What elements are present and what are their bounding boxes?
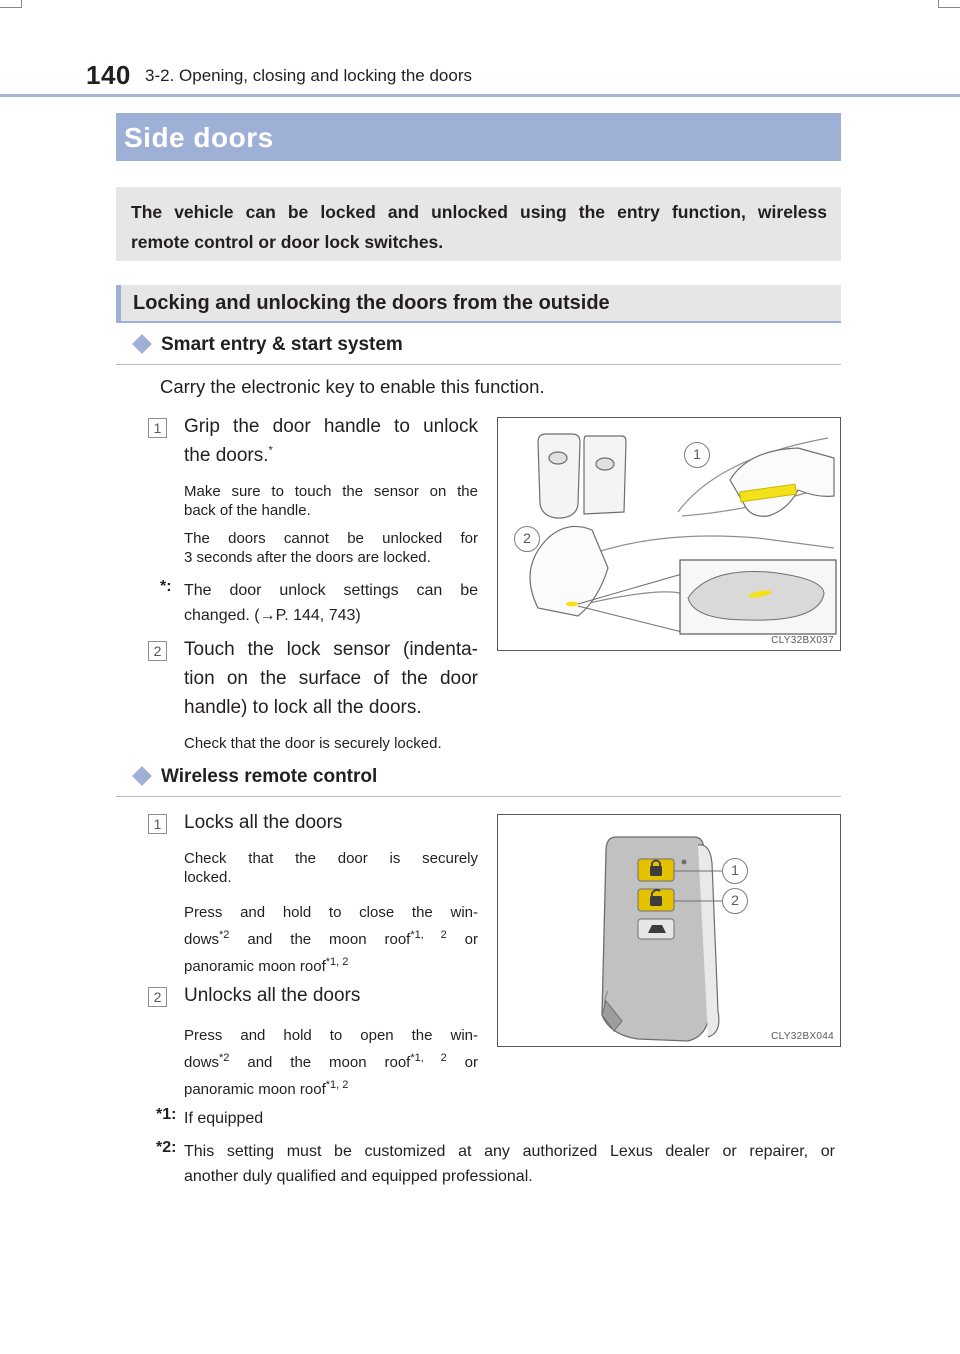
footnote-2-line-1: This setting must be customized at any authorized Lexus dealer or repairer, or xyxy=(184,1143,835,1160)
figure-1-callout-2: 2 xyxy=(514,526,540,552)
key-fob-illustration xyxy=(498,815,841,1047)
step-1-text xyxy=(184,412,478,470)
figure-1-code: CLY32BX037 xyxy=(771,635,834,646)
diamond-bullet-icon xyxy=(132,767,152,787)
footnote-1-colon: : xyxy=(171,1106,177,1123)
key-fobs-icon xyxy=(538,434,626,518)
remote-step-1-dows: dows xyxy=(184,931,220,948)
remote-step-1-note-1-line-1: Check that the door is securely xyxy=(184,850,478,867)
remote-step-2-note-line-2 xyxy=(184,1049,478,1076)
remote-step-1-sup-3: *1, 2 xyxy=(325,956,349,968)
step-1-note-2 xyxy=(184,529,478,567)
footnote-2-text xyxy=(184,1139,835,1189)
step-1-asterisk: * xyxy=(268,444,273,457)
figure-2-callout-2: 2 xyxy=(722,888,748,914)
remote-figure xyxy=(497,814,841,1047)
step-2-number: 2 xyxy=(148,641,167,661)
door-handle-illustration xyxy=(498,418,841,651)
step-1-line-1: Grip the door handle to unlock xyxy=(184,416,478,437)
footnote-1-text: If equipped xyxy=(184,1110,264,1127)
diamond-bullet-icon xyxy=(132,335,152,355)
step-2-line-2: tion on the surface of the door xyxy=(184,668,478,689)
section-title: Side doors xyxy=(124,122,274,153)
step-1-number: 1 xyxy=(148,418,167,438)
remote-step-1-note-1-line-2: locked. xyxy=(184,869,232,886)
remote-step-1-note-2-line-2 xyxy=(184,926,478,953)
remote-step-2-note-line-3 xyxy=(184,1076,478,1103)
step-1-note-1-line-2: back of the handle. xyxy=(184,502,311,519)
figure-2-code: CLY32BX044 xyxy=(771,1031,834,1042)
footnote-1-mark-text: *1 xyxy=(156,1106,172,1123)
smart-entry-heading-text: Smart entry & start system xyxy=(161,334,403,355)
footnote-2-mark xyxy=(156,1139,176,1157)
intro-box xyxy=(116,187,841,261)
step-2-line-3: handle) to lock all the doors. xyxy=(184,697,422,718)
figure-2-callout-1: 1 xyxy=(722,858,748,884)
intro-line-2: remote control or door lock switches. xyxy=(131,232,444,252)
running-title: 3-2. Opening, closing and locking the doors xyxy=(145,66,472,85)
remote-step-2-panoramic: panoramic moon roof xyxy=(184,1081,326,1098)
intro-line-1: The vehicle can be locked and unlocked using the entry function, wireless xyxy=(131,202,827,222)
remote-step-2-sup-3: *1, 2 xyxy=(325,1079,349,1091)
step-1-line-2-text: the doors. xyxy=(184,445,269,466)
remote-step-2-sup-1: *2 xyxy=(219,1052,230,1064)
section-title-band xyxy=(116,113,841,161)
remote-step-1-note-2-line-3 xyxy=(184,953,478,980)
step-1-footnote-line-1: The door unlock settings can be xyxy=(184,582,478,599)
crop-mark-top-left xyxy=(0,0,22,8)
page-number: 140 xyxy=(86,60,131,90)
smart-entry-rule xyxy=(116,364,841,365)
remote-step-2-dows: dows xyxy=(184,1054,220,1071)
crop-mark-top-right xyxy=(938,0,960,8)
step-1-note-1 xyxy=(184,482,478,520)
remote-step-2-title: Unlocks all the doors xyxy=(184,985,361,1006)
remote-heading xyxy=(132,766,377,788)
remote-step-1-sup-1: *2 xyxy=(219,929,230,941)
step-2-line-1: Touch the lock sensor (indenta- xyxy=(184,639,478,660)
remote-rule xyxy=(116,796,841,797)
footnote-1-mark xyxy=(156,1106,176,1124)
remote-step-2-number: 2 xyxy=(148,987,167,1007)
remote-step-1-moonroof: and the moon roof xyxy=(229,931,411,948)
footnote-2-colon: : xyxy=(171,1139,177,1156)
remote-step-1-panoramic: panoramic moon roof xyxy=(184,958,326,975)
step-1-note-2-line-1: The doors cannot be unlocked for xyxy=(184,530,478,547)
remote-step-1-note-1 xyxy=(184,849,478,887)
remote-step-1-sup-2: *1, 2 xyxy=(410,929,447,941)
remote-step-2-or: or xyxy=(446,1054,479,1071)
remote-heading-text: Wireless remote control xyxy=(161,766,378,787)
footnote-2-mark-text: *2 xyxy=(156,1139,172,1156)
subsection-title: Locking and unlocking the doors from the outside xyxy=(133,292,610,314)
remote-step-2-note xyxy=(184,1022,478,1103)
remote-step-1-number: 1 xyxy=(148,814,167,834)
subsection-band xyxy=(116,285,841,323)
smart-entry-heading xyxy=(132,334,403,356)
step-1-note-1-line-1: Make sure to touch the sensor on the xyxy=(184,483,478,500)
remote-step-1-note-2-line-1: Press and hold to close the win- xyxy=(184,904,478,921)
step-1-footnote-line-2: changed. (→P. 144, 743) xyxy=(184,607,361,624)
step-2-text xyxy=(184,635,478,722)
step-1-footnote-mark: *: xyxy=(160,578,172,595)
remote-step-1-or: or xyxy=(446,931,479,948)
remote-step-2-sup-2: *1, 2 xyxy=(410,1052,447,1064)
figure-1-callout-1: 1 xyxy=(684,442,710,468)
footnote-2-line-2: another duly qualified and equipped professional. xyxy=(184,1168,533,1185)
step-2-note: Check that the door is securely locked. xyxy=(184,735,442,752)
hand-gripping-icon xyxy=(730,448,834,516)
step-1-note-2-line-2: 3 seconds after the doors are locked. xyxy=(184,549,431,566)
remote-step-2-moonroof: and the moon roof xyxy=(229,1054,411,1071)
remote-step-1-title: Locks all the doors xyxy=(184,812,343,833)
smart-entry-figure xyxy=(497,417,841,651)
step-1-line-2 xyxy=(184,441,478,470)
step-1-footnote xyxy=(184,578,478,628)
remote-step-1-note-2 xyxy=(184,899,478,980)
smart-entry-lead: Carry the electronic key to enable this function. xyxy=(160,376,545,397)
remote-step-2-note-line-1: Press and hold to open the win- xyxy=(184,1027,478,1044)
header-rule xyxy=(0,94,960,97)
